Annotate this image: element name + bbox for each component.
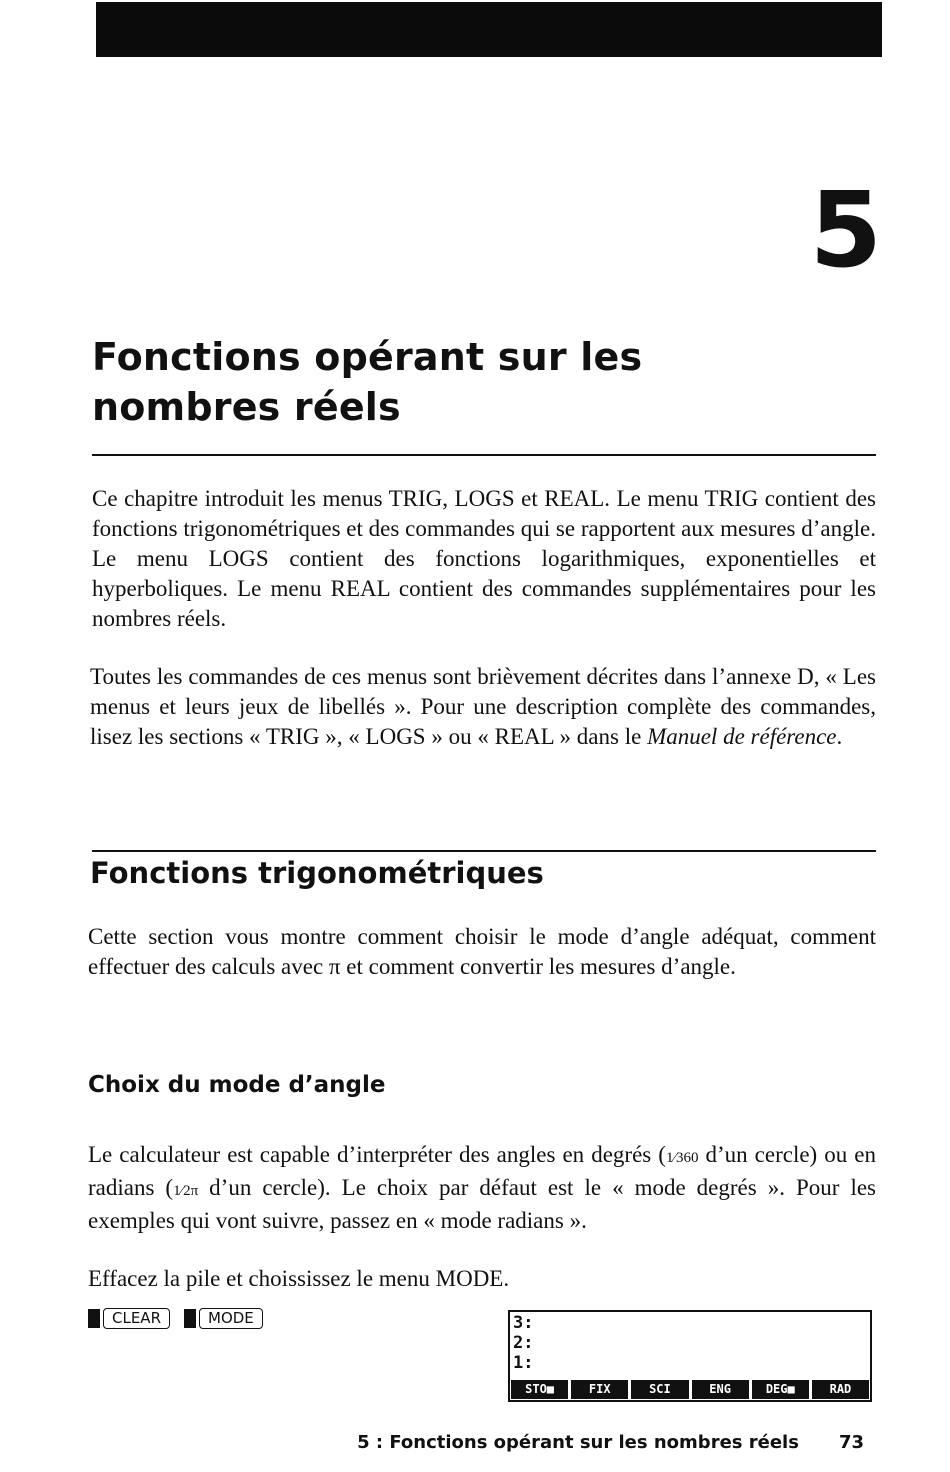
chapter-number: 5: [809, 169, 880, 291]
keystroke-sequence: [88, 1308, 269, 1329]
intro-paragraph-2-text: Toutes les commandes de ces menus sont brièvement décrites dans l’annexe D, « Les menus et leurs jeux de libellés ». Pour une description complète des commandes, lisez les sections « TRIG », « LOGS » ou « REAL » dans le: [90, 664, 876, 749]
shift-key-icon: [184, 1309, 196, 1328]
menu-label-sci: SCI: [631, 1380, 688, 1399]
stack-level-2: 2:: [513, 1333, 534, 1353]
stack-level-1: 1:: [513, 1353, 534, 1373]
mode-key: MODE: [199, 1308, 263, 1329]
subsection-text-b: d’un cercle) ou en radians (: [88, 1142, 876, 1200]
page-number: 73: [838, 1432, 864, 1453]
calculator-display: [508, 1310, 872, 1402]
key-group-mode: [184, 1308, 263, 1329]
fraction-degree: 1⁄360: [665, 1150, 699, 1166]
clear-key: CLEAR: [103, 1308, 170, 1329]
chapter-title: Fonctions opérant sur les nombres réels: [92, 335, 643, 429]
subsection-text-c: d’un cercle). Le choix par défaut est le « mode degrés ». Pour les exemples qui vont suivre, passez en « mode radians ».: [88, 1175, 876, 1233]
intro-paragraph-2-end: .: [836, 724, 843, 749]
section-title: Fonctions trigonométriques: [90, 856, 544, 890]
subsection-title: Choix du mode d’angle: [88, 1072, 386, 1098]
stack-lines: [513, 1313, 533, 1373]
subsection-paragraph: [88, 1140, 876, 1236]
intro-paragraph-2: [90, 662, 876, 752]
page-footer: [357, 1432, 864, 1453]
key-group-clear: [88, 1308, 170, 1329]
section-paragraph: Cette section vous montre comment choisir le mode d’angle adéquat, comment effectuer des calculs avec π et comment convertir les mesures d’angle.: [88, 924, 876, 979]
shift-key-icon: [88, 1309, 100, 1328]
reference-manual-title: Manuel de référence: [647, 724, 837, 749]
menu-label-sto: STO■: [511, 1380, 568, 1399]
menu-label-fix: FIX: [571, 1380, 628, 1399]
title-rule: [92, 454, 876, 456]
section-rule: [92, 850, 876, 852]
menu-label-eng: ENG: [692, 1380, 749, 1399]
menu-labels: [511, 1380, 869, 1399]
fraction-radian: 1⁄2π: [173, 1183, 199, 1199]
header-bar: [96, 2, 882, 57]
running-title: 5 : Fonctions opérant sur les nombres réels: [357, 1432, 799, 1453]
instruction-paragraph: Effacez la pile et choississez le menu MODE.: [88, 1266, 510, 1291]
menu-label-deg: DEG■: [752, 1380, 809, 1399]
subsection-text-a: Le calculateur est capable d’interpréter des angles en degrés (: [88, 1142, 666, 1167]
stack-level-3: 3:: [513, 1313, 534, 1333]
intro-paragraph-1: Ce chapitre introduit les menus TRIG, LOGS et REAL. Le menu TRIG contient des fonctions trigonométriques et des commandes qui se rapportent aux mesures d’angle. Le menu LOGS contient des fonctions logarithmiques, exponentielles et hyperboliques. Le menu REAL contient des commandes supplémentaires pour les nombres réels.: [92, 486, 876, 631]
menu-label-rad: RAD: [812, 1380, 869, 1399]
